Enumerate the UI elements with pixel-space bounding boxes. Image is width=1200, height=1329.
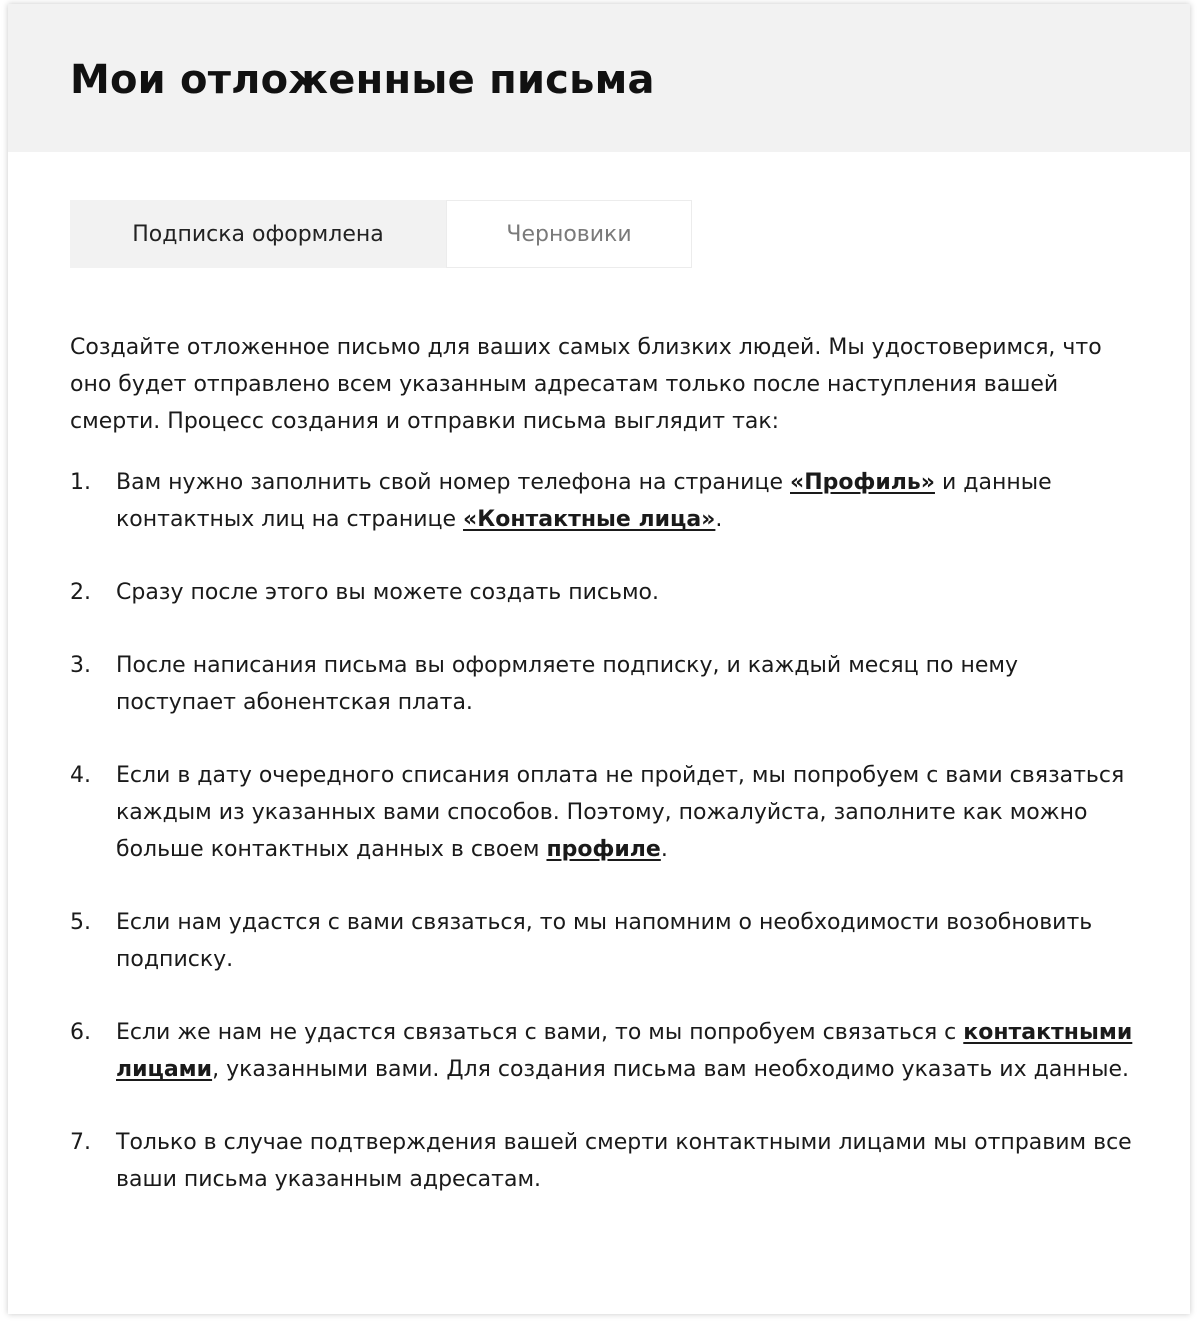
page-header [8,4,1190,152]
tab-subscribed[interactable]: Подписка оформлена [70,200,446,268]
step-item [70,1124,1140,1198]
intro-paragraph: Создайте отложенное письмо для ваших самых близких людей. Мы удостоверимся, что оно будет отправлено всем указанным адресатам только после наступления вашей смерти. Процесс создания и отправки письма выглядит так: [70,335,1102,434]
step-number: 4. [70,763,91,788]
step-text-part: . [715,507,723,532]
step-text-part: Если же нам не удастся связаться с вами, то мы попробуем связаться с [116,1020,964,1045]
step-text: После написания письма вы оформляете подписку, и каждый месяц по нему поступает абонентская плата. [116,653,1019,715]
step-text: Если нам удастся с вами связаться, то мы напомним о необходимости возобновить подписку. [116,910,1093,972]
step-text: Только в случае подтверждения вашей смерти контактными лицами мы отправим все ваши письма указанным адресатам. [116,1130,1132,1192]
contact-persons-link[interactable]: контактными лицами [116,1020,1133,1082]
instructions [70,329,1140,1234]
step-item [70,1014,1140,1088]
step-item [70,574,1140,611]
step-number: 3. [70,653,91,678]
step-number: 7. [70,1130,91,1155]
content-card [8,4,1190,1314]
steps-list [70,464,1140,1198]
page-title: Мои отложенные письма [70,57,655,103]
step-text-part: Если в дату очередного списания оплата не пройдет, мы попробуем с вами связаться каждым из указанных вами способов. Поэтому, пожалуйста, заполните как можно больше контактных данных в своем [116,763,1125,862]
step-number: 5. [70,910,91,935]
step-text-part: Вам нужно заполнить свой номер телефона на странице [116,470,790,495]
step-text [116,464,1140,538]
tab-bar [70,200,692,268]
step-number: 6. [70,1020,91,1045]
contacts-link[interactable]: «Контактные лица» [463,507,716,532]
step-item [70,757,1140,868]
step-text [116,757,1140,868]
step-item [70,647,1140,721]
profile-link[interactable]: «Профиль» [790,470,935,495]
step-item [70,464,1140,538]
profile-link-inline[interactable]: профиле [546,837,661,862]
step-text-part: , указанными вами. Для создания письма вам необходимо указать их данные. [212,1057,1129,1082]
tab-drafts[interactable]: Черновики [446,200,692,268]
step-item [70,904,1140,978]
step-text: Сразу после этого вы можете создать письмо. [116,580,660,605]
step-text [116,1014,1140,1088]
step-text-part: . [660,837,668,862]
step-number: 1. [70,470,91,495]
step-number: 2. [70,580,91,605]
step-text-part: и данные контактных лиц на странице [116,470,1052,532]
